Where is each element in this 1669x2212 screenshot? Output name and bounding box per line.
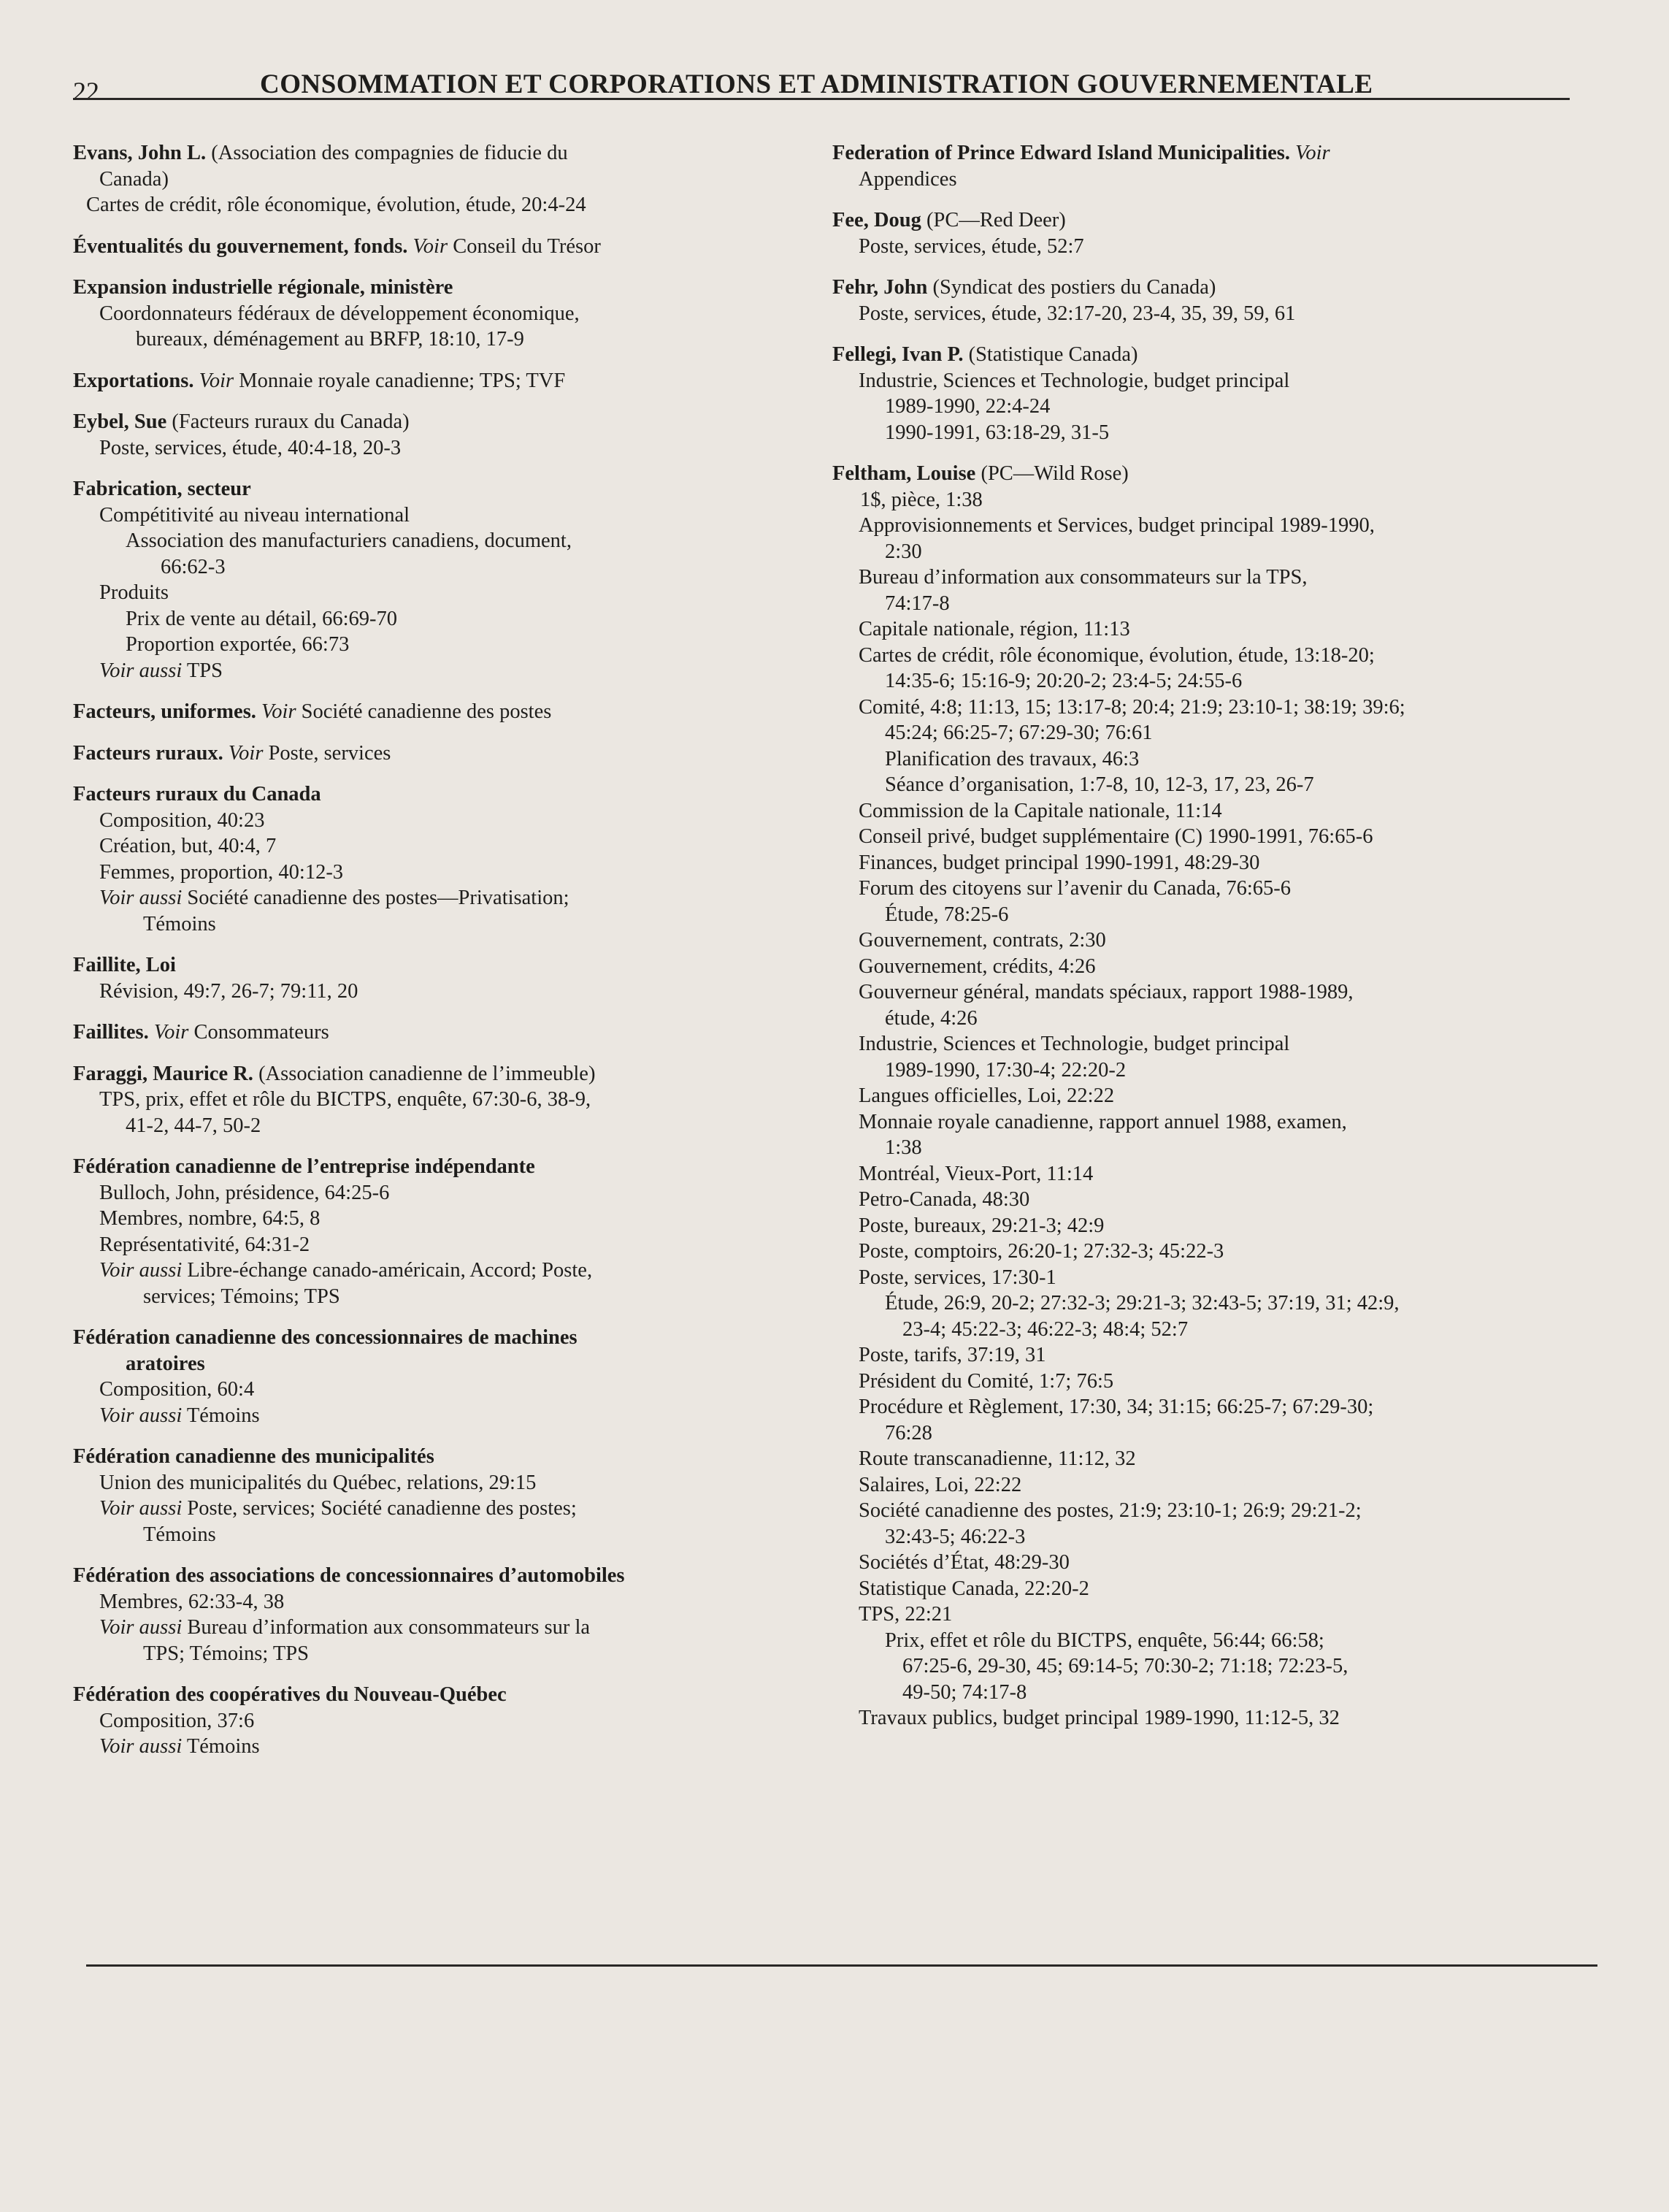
- entry-continuation: Appendices: [859, 167, 957, 191]
- entry-heading: Éventualités du gouvernement, fonds.: [73, 234, 408, 258]
- entry-heading: Fabrication, secteur: [73, 478, 251, 500]
- index-entry: [73, 140, 803, 218]
- see-also-reference: Voir aussi: [99, 1404, 183, 1427]
- entry-heading: Facteurs ruraux du Canada: [73, 783, 321, 805]
- entry-subitem: Président du Comité, 1:7; 76:5: [859, 1369, 1114, 1393]
- entry-continuation: 76:28: [885, 1421, 932, 1444]
- entry-heading: Fédération des coopératives du Nouveau-Québec: [73, 1683, 507, 1706]
- entry-heading: Fellegi, Ivan P.: [832, 343, 964, 366]
- entry-subitem: TPS, 22:21: [859, 1603, 953, 1626]
- entry-subitem: TPS, prix, effet et rôle du BICTPS, enquête, 67:30-6, 38-9,: [99, 1088, 591, 1111]
- entry-heading: Expansion industrielle régionale, ministère: [73, 276, 453, 299]
- entry-subitem: Conseil privé, budget supplémentaire (C) 1990-1991, 76:65-6: [859, 825, 1373, 848]
- entry-subsubitem: Prix, effet et rôle du BICTPS, enquête, 56:44; 66:58;: [885, 1629, 1324, 1652]
- entry-subitem: Sociétés d’État, 48:29-30: [859, 1551, 1070, 1574]
- entry-subsubitem: Séance d’organisation, 1:7-8, 10, 12-3, 17, 23, 26-7: [885, 773, 1314, 796]
- entry-subitem: Société canadienne des postes, 21:9; 23:10-1; 26:9; 29:21-2;: [859, 1499, 1362, 1522]
- entry-subitem: Gouvernement, contrats, 2:30: [859, 929, 1106, 952]
- see-also-targets: Libre-échange canado-américain, Accord; Poste,: [182, 1259, 593, 1282]
- entry-subitem: Coordonnateurs fédéraux de développement économique,: [99, 302, 580, 325]
- entry-qualifier: Poste, services: [263, 741, 391, 765]
- entry-qualifier: (Statistique Canada): [963, 343, 1138, 366]
- entry-heading: Facteurs ruraux.: [73, 741, 223, 765]
- see-also-targets: Poste, services; Société canadienne des postes;: [182, 1497, 577, 1520]
- entry-subitem: Produits: [99, 581, 169, 604]
- entry-heading: Exportations.: [73, 369, 194, 392]
- entry-subsubitem: Étude, 26:9, 20-2; 27:32-3; 29:21-3; 32:43-5; 37:19, 31; 42:9,: [885, 1292, 1400, 1314]
- index-entry: [73, 1061, 803, 1139]
- entry-subitem: Industrie, Sciences et Technologie, budget principal: [859, 1033, 1290, 1055]
- see-also-targets: Témoins: [182, 1735, 260, 1758]
- see-also-reference: Voir aussi: [99, 1259, 183, 1282]
- entry-subitem: Forum des citoyens sur l’avenir du Canada, 76:65-6: [859, 877, 1292, 900]
- entry-subitem: Cartes de crédit, rôle économique, évolution, étude, 20:4-24: [86, 194, 586, 216]
- entry-continuation: Témoins: [143, 912, 216, 935]
- entry-subsubitem: Prix de vente au détail, 66:69-70: [126, 607, 397, 630]
- entry-qualifier: (Facteurs ruraux du Canada): [166, 410, 410, 433]
- see-also-reference: Voir aussi: [99, 1497, 183, 1520]
- entry-heading: Fédération des associations de concessionnaires d’automobiles: [73, 1564, 625, 1587]
- right-column: [832, 140, 1577, 1747]
- index-entry: [73, 368, 803, 394]
- entry-continuation: Canada): [99, 167, 169, 191]
- entry-heading: Fédération canadienne des municipalités: [73, 1445, 434, 1468]
- entry-continuation: 1:38: [885, 1136, 922, 1159]
- entry-subitem: Petro-Canada, 48:30: [859, 1188, 1030, 1211]
- entry-heading: Faillites.: [73, 1021, 149, 1044]
- entry-subsubitem: Planification des travaux, 46:3: [885, 747, 1140, 770]
- entry-continuation: 32:43-5; 46:22-3: [885, 1525, 1026, 1548]
- entry-continuation: 66:62-3: [161, 555, 226, 578]
- entry-qualifier: (PC—Red Deer): [921, 209, 1066, 231]
- index-entry: [73, 476, 803, 684]
- entry-subitem: Bulloch, John, présidence, 64:25-6: [99, 1181, 390, 1204]
- entry-continuation: 41-2, 44-7, 50-2: [126, 1114, 261, 1137]
- entry-subitem: Composition, 40:23: [99, 808, 265, 832]
- entry-heading: Feltham, Louise: [832, 462, 976, 485]
- entry-subitem: Représentativité, 64:31-2: [99, 1233, 310, 1256]
- index-entry: [832, 207, 1577, 259]
- entry-continuation: 2:30: [885, 540, 922, 563]
- left-column: [73, 140, 803, 1775]
- entry-subitem: Travaux publics, budget principal 1989-1990, 11:12-5, 32: [859, 1707, 1340, 1729]
- entry-subitem: Commission de la Capitale nationale, 11:14: [859, 799, 1222, 822]
- see-also-reference: Voir aussi: [99, 1616, 183, 1639]
- running-title: CONSOMMATION ET CORPORATIONS ET ADMINISTRATION GOUVERNEMENTALE: [260, 69, 1373, 99]
- entry-continuation: 14:35-6; 15:16-9; 20:20-2; 23:4-5; 24:55-6: [885, 670, 1243, 692]
- entry-subitem: Poste, bureaux, 29:21-3; 42:9: [859, 1214, 1105, 1237]
- entry-continuation: bureaux, déménagement au BRFP, 18:10, 17-9: [136, 328, 524, 351]
- entry-subitem: Finances, budget principal 1990-1991, 48:29-30: [859, 851, 1260, 874]
- entry-qualifier: Société canadienne des postes: [296, 700, 552, 723]
- entry-subitem: Salaires, Loi, 22:22: [859, 1473, 1022, 1496]
- entry-continuation: 49-50; 74:17-8: [902, 1680, 1027, 1704]
- see-reference: Voir: [1295, 142, 1330, 164]
- entry-subitem: Poste, services, étude, 52:7: [859, 234, 1084, 258]
- entry-heading: Federation of Prince Edward Island Municipalities.: [832, 142, 1290, 164]
- entry-subsubitem: Proportion exportée, 66:73: [126, 633, 350, 656]
- page-number: 22: [73, 77, 99, 106]
- entry-subitem: Membres, nombre, 64:5, 8: [99, 1207, 321, 1230]
- entry-subitem: Industrie, Sciences et Technologie, budget principal: [859, 369, 1290, 392]
- entry-heading: Fédération canadienne de l’entreprise indépendante: [73, 1155, 535, 1178]
- entry-subitem: Approvisionnements et Services, budget principal 1989-1990,: [859, 514, 1375, 537]
- index-entry: [73, 952, 803, 1004]
- see-also-targets: Société canadienne des postes—Privatisation;: [182, 887, 569, 909]
- entry-qualifier: Conseil du Trésor: [448, 234, 601, 258]
- entry-subitem: Monnaie royale canadienne, rapport annuel 1988, examen,: [859, 1110, 1347, 1133]
- index-entry: [832, 275, 1577, 326]
- entry-heading: Evans, John L.: [73, 142, 207, 164]
- see-also-reference: Voir aussi: [99, 659, 183, 682]
- entry-subitem: Poste, tarifs, 37:19, 31: [859, 1344, 1046, 1366]
- entry-subitem: Compétitivité au niveau international: [99, 503, 410, 527]
- see-reference: Voir: [261, 700, 296, 723]
- see-reference: Voir: [199, 369, 234, 392]
- entry-subsubitem: 1990-1991, 63:18-29, 31-5: [885, 421, 1110, 444]
- see-also-reference: Voir aussi: [99, 887, 183, 909]
- entry-continuation: 23-4; 45:22-3; 46:22-3; 48:4; 52:7: [902, 1317, 1189, 1341]
- entry-subitem: Création, but, 40:4, 7: [99, 835, 277, 857]
- entry-heading: Faraggi, Maurice R.: [73, 1062, 253, 1085]
- index-entry: [832, 461, 1577, 1731]
- entry-subitem: Poste, services, étude, 40:4-18, 20-3: [99, 436, 402, 459]
- index-entry: [832, 342, 1577, 445]
- see-also-reference: Voir aussi: [99, 1735, 183, 1758]
- header-rule: [73, 98, 1570, 100]
- entry-qualifier: (Association des compagnies de fiducie du: [206, 142, 568, 164]
- entry-subitem: Poste, services, étude, 32:17-20, 23-4, 35, 39, 59, 61: [859, 302, 1296, 325]
- entry-subsubitem: Association des manufacturiers canadiens, document,: [126, 529, 572, 552]
- index-entry: [73, 740, 803, 767]
- entry-qualifier: (PC—Wild Rose): [975, 462, 1129, 485]
- entry-heading: Fee, Doug: [832, 209, 921, 231]
- index-entry: [73, 1444, 803, 1547]
- entry-heading: Fehr, John: [832, 276, 928, 299]
- entry-heading: Faillite, Loi: [73, 954, 176, 976]
- entry-subitem: Composition, 60:4: [99, 1378, 255, 1401]
- entry-subitem: Gouvernement, crédits, 4:26: [859, 954, 1096, 978]
- entry-continuation: 1989-1990, 17:30-4; 22:20-2: [885, 1058, 1127, 1082]
- entry-subitem: Capitale nationale, région, 11:13: [859, 618, 1130, 640]
- entry-subitem: Bureau d’information aux consommateurs sur la TPS,: [859, 566, 1308, 589]
- entry-qualifier: Consommateurs: [188, 1021, 329, 1044]
- entry-continuation: 45:24; 66:25-7; 67:29-30; 76:61: [885, 722, 1153, 744]
- entry-continuation: étude, 4:26: [885, 1006, 978, 1030]
- index-entry: [73, 1682, 803, 1760]
- index-entry: [832, 140, 1577, 192]
- entry-qualifier: Monnaie royale canadienne; TPS; TVF: [234, 369, 566, 392]
- entry-subitem: Montréal, Vieux-Port, 11:14: [859, 1162, 1094, 1185]
- entry-subitem: Membres, 62:33-4, 38: [99, 1590, 285, 1613]
- entry-subitem: Poste, services, 17:30-1: [859, 1266, 1056, 1289]
- see-reference: Voir: [228, 741, 264, 765]
- entry-heading: Fédération canadienne des concessionnaires de machines: [73, 1326, 578, 1349]
- index-entry: [73, 1019, 803, 1046]
- entry-subitem: Route transcanadienne, 11:12, 32: [859, 1447, 1136, 1470]
- index-entry: [73, 1325, 803, 1428]
- entry-subitem: 1$, pièce, 1:38: [860, 488, 983, 511]
- see-also-targets: Témoins: [182, 1404, 260, 1427]
- index-entry: [73, 275, 803, 353]
- entry-subitem: Poste, comptoirs, 26:20-1; 27:32-3; 45:22-3: [859, 1240, 1224, 1263]
- entry-heading: Eybel, Sue: [73, 410, 167, 433]
- footer-rule: [86, 1964, 1597, 1967]
- see-reference: Voir: [413, 234, 448, 258]
- index-entry: [73, 234, 803, 260]
- entry-subitem: Langues officielles, Loi, 22:22: [859, 1084, 1115, 1107]
- entry-subitem: Révision, 49:7, 26-7; 79:11, 20: [99, 979, 358, 1003]
- entry-heading-continuation: aratoires: [126, 1352, 205, 1375]
- see-also-targets: Bureau d’information aux consommateurs sur la: [182, 1616, 591, 1639]
- see-also-targets: TPS: [182, 659, 223, 682]
- index-entry: [73, 699, 803, 725]
- see-reference: Voir: [153, 1021, 189, 1044]
- entry-subitem: Cartes de crédit, rôle économique, évolution, étude, 13:18-20;: [859, 643, 1375, 667]
- entry-continuation: services; Témoins; TPS: [143, 1285, 340, 1308]
- entry-subitem: Procédure et Règlement, 17:30, 34; 31:15; 66:25-7; 67:29-30;: [859, 1396, 1374, 1418]
- index-entry: [73, 409, 803, 461]
- entry-continuation: 67:25-6, 29-30, 45; 69:14-5; 70:30-2; 71:18; 72:23-5,: [902, 1655, 1348, 1677]
- index-entry: [73, 1154, 803, 1309]
- entry-subitem: Femmes, proportion, 40:12-3: [99, 860, 344, 884]
- index-entry: [73, 781, 803, 937]
- entry-continuation: 74:17-8: [885, 592, 950, 615]
- entry-continuation: TPS; Témoins; TPS: [143, 1642, 310, 1665]
- entry-subitem: Composition, 37:6: [99, 1709, 255, 1732]
- entry-subitem: Statistique Canada, 22:20-2: [859, 1577, 1089, 1600]
- entry-subitem: Union des municipalités du Québec, relations, 29:15: [99, 1471, 537, 1494]
- index-entry: [73, 1563, 803, 1666]
- entry-heading: Facteurs, uniformes.: [73, 700, 256, 723]
- entry-subitem: Comité, 4:8; 11:13, 15; 13:17-8; 20:4; 21:9; 23:10-1; 38:19; 39:6;: [859, 695, 1405, 719]
- entry-subsubitem: 1989-1990, 22:4-24: [885, 395, 1051, 418]
- entry-subsubitem: Étude, 78:25-6: [885, 903, 1009, 926]
- entry-qualifier: (Association canadienne de l’immeuble): [253, 1062, 596, 1085]
- entry-continuation: Témoins: [143, 1523, 216, 1546]
- entry-qualifier: (Syndicat des postiers du Canada): [927, 276, 1216, 299]
- entry-subitem: Gouverneur général, mandats spéciaux, rapport 1988-1989,: [859, 981, 1354, 1003]
